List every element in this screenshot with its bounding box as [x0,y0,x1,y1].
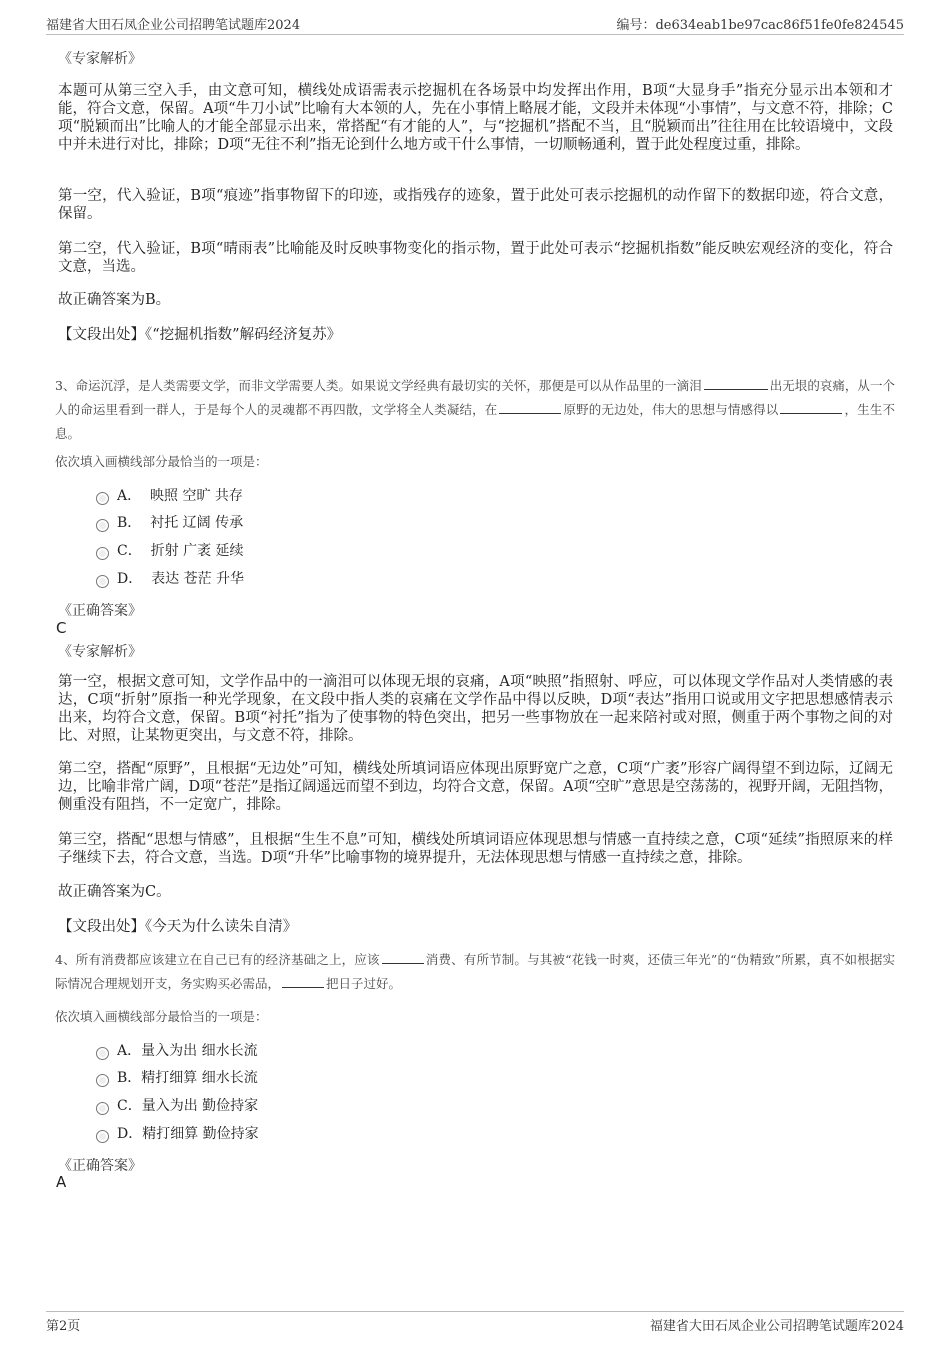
question-3-option-b[interactable] [96,513,243,533]
option-text: 量入为出 细水长流 [141,1043,258,1059]
question-4-answer-label: 《正确答案》 [58,1158,142,1174]
question-4-stem [55,948,895,996]
q3-analysis-paragraph-2: 第二空，搭配“原野”，且根据“无边处”可知，横线处所填词语应体现出原野宽广之意，C项“广袤”形容广阔得望不到边际，辽阔无边，比喻非常广阔，D项“苍茫”是指辽阔遥远而望不到边，均符合文意，保留。A项“空旷”意思是空荡荡的，视野开阔，无阻挡物，侧重没有阻挡，不一定宽广，排除。 [58,761,893,813]
radio-icon[interactable] [96,1074,109,1087]
option-key: A． [117,488,142,504]
page-header [46,14,904,35]
option-text: 衬托 辽阔 传承 [150,515,244,531]
option-key: B． [117,515,142,531]
radio-icon[interactable] [96,1047,109,1060]
radio-icon[interactable] [96,547,109,560]
question-4-answer: A [56,1173,67,1191]
question-3-text-part-3: 原野的无边处，伟大的思想与情感得以 [563,402,779,417]
question-4-option-b[interactable] [96,1068,258,1088]
question-4-text-part-1: 4、所有消费都应该建立在自己已有的经济基础之上，应该 [55,952,380,967]
q2-analysis-paragraph-3: 第二空，代入验证，B项“晴雨表”比喻能及时反映事物变化的指示物，置于此处可表示“挖掘机指数”能反映宏观经济的变化，符合文意，当选。 [58,241,893,275]
option-text: 折射 广袤 延续 [150,543,244,559]
header-serial-number: 编号：de634eab1be97cac86f51fe0fe824545 [616,18,904,33]
radio-icon[interactable] [96,1130,109,1143]
option-text: 表达 苍茫 升华 [151,571,245,587]
q2-source: 【文段出处】《“挖掘机指数”解码经济复苏》 [58,327,342,343]
option-key: C． [117,543,142,559]
question-3-text-part-2: 出无垠的哀痛，从一个人的命运里看到一群人，于是每个人的灵魂都不再四散，文学将全人类凝结，在 [55,378,895,417]
question-3-option-a[interactable] [96,486,243,506]
fill-blank-3 [780,401,842,414]
q2-analysis-paragraph-2: 第一空，代入验证，B项“痕迹”指事物留下的印迹，或指残存的迹象，置于此处可表示挖掘机的动作留下的数据印迹，符合文意，保留。 [58,188,893,222]
question-4-prompt: 依次填入画横线部分最恰当的一项是： [55,1009,268,1024]
question-3-text-part-1: 3、命运沉浮，是人类需要文学，而非文学需要人类。如果说文学经典有最切实的关怀，那便是可以从作品里的一滴泪 [55,378,702,393]
radio-icon[interactable] [96,1102,109,1115]
option-key: D． [117,571,143,587]
fill-blank-2 [499,401,561,414]
option-key: D． [117,1126,143,1142]
q3-conclusion: 故正确答案为C。 [58,884,171,900]
footer-title: 福建省大田石凤企业公司招聘笔试题库2024 [649,1319,904,1334]
option-text: 映照 空旷 共存 [150,488,243,504]
question-3-stem [55,374,895,446]
q3-analysis-paragraph-3: 第三空，搭配“思想与情感”，且根据“生生不息”可知，横线处所填词语应体现思想与情感一直持续之意，C项“延续”指照原来的样子继续下去，符合文意，当选。D项“升华”比喻事物的境界提升，无法体现思想与情感一直持续之意，排除。 [58,832,893,866]
q2-conclusion: 故正确答案为B。 [58,292,171,308]
option-text: 精打细算 细水长流 [141,1070,258,1086]
fill-blank-1 [382,951,424,964]
fill-blank-1 [704,377,768,390]
q3-analysis-paragraph-1: 第一空，根据文意可知，文学作品中的一滴泪可以体现无垠的哀痛，A项“映照”指照射、呼应，可以体现文学作品对人类情感的表达，C项“折射”原指一种光学现象，在文段中指人类的哀痛在文学作品中得以反映，D项“表达”指用口说或用文字把思想感情表示出来，均符合文意，保留。B项“衬托”指为了使事物的特色突出，把另一些事物放在一起来陪衬或对照，侧重于两个事物之间的对比、对照，让某物更突出，与文意不符，排除。 [58,674,893,744]
header-title: 福建省大田石凤企业公司招聘笔试题库2024 [46,18,301,33]
radio-icon[interactable] [96,519,109,532]
question-3-answer-label: 《正确答案》 [58,603,142,619]
radio-icon[interactable] [96,575,109,588]
page-number: 第2页 [46,1319,81,1334]
question-3-analysis-label: 《专家解析》 [58,644,142,660]
question-3-option-d[interactable] [96,569,244,589]
option-key: A． [117,1043,142,1059]
question-3-option-c[interactable] [96,541,244,561]
question-4-option-a[interactable] [96,1041,258,1061]
fill-blank-2 [282,975,324,988]
question-4-option-c[interactable] [96,1096,258,1116]
q2-analysis-paragraph-1: 本题可从第三空入手，由文意可知，横线处成语需表示挖掘机在各场景中均发挥出作用，B项“大显身手”指充分显示出本领和才能，符合文意，保留。A项“牛刀小试”比喻有大本领的人，先在小事情上略展才能，文段并未体现“小事情”，与文意不符，排除；C项“脱颖而出”比喻人的才能全部显示出来，常搭配“有才能的人”，与“挖掘机”搭配不当，且“脱颖而出”往往用在比较语境中，文段中并未进行对比，排除；D项“无往不利”指无论到什么地方或干什么事情，一切顺畅通利，置于此处程度过重，排除。 [58,83,893,153]
option-text: 精打细算 勤俭持家 [142,1126,259,1142]
question-3-prompt: 依次填入画横线部分最恰当的一项是： [55,454,268,469]
option-text: 量入为出 勤俭持家 [141,1098,259,1114]
question-4-text-part-3: 把日子过好。 [326,976,402,991]
question-4-option-d[interactable] [96,1124,259,1144]
option-key: B． [117,1070,142,1086]
question-4-text-part-2: 消费、有所节制。与其被“花钱一时爽，还债三年光”的“伪精致”所累，真不如根据实际情况合理规划开支，务实购买必需品， [55,952,895,991]
question-3-text-part-4: ，生生不息。 [55,402,895,441]
q3-source: 【文段出处】《今天为什么读朱自清》 [58,919,298,935]
expert-analysis-label: 《专家解析》 [58,51,142,67]
option-key: C． [117,1098,142,1114]
question-3-answer: C [56,619,67,637]
page-footer [46,1311,904,1335]
radio-icon[interactable] [96,492,109,505]
